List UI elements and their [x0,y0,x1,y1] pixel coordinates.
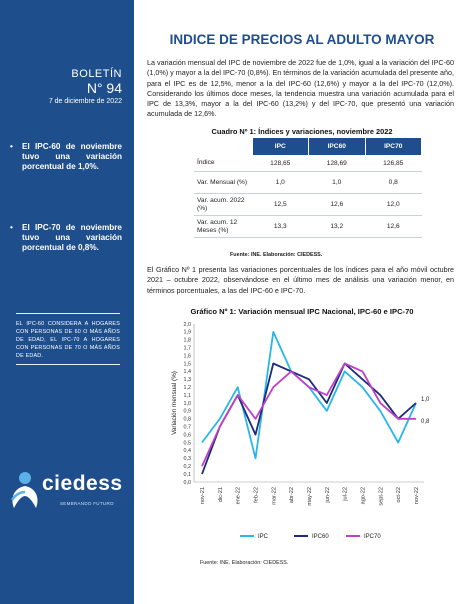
legend-label: IPC [258,534,269,540]
y-tick-label: 1,3 [183,377,191,384]
table-cell: 12,6 [309,194,366,216]
y-tick-label: 0,1 [183,471,191,478]
divider [16,313,120,314]
y-tick-label: 2,0 [183,321,191,328]
ciedess-logo [8,470,128,516]
table-cell: 126,85 [365,156,422,172]
y-tick-label: 0,6 [183,432,191,439]
table-cell: 13,2 [309,216,366,238]
data-label: 1,0 [421,397,430,403]
row-label: Índice [194,156,252,172]
variation-line-chart [170,318,456,558]
table-row [194,156,422,172]
y-axis-label: Variación mensual (%) [171,371,178,435]
legend-label: IPC70 [364,534,381,540]
x-tick-label: nov-22 [414,487,420,505]
y-tick-label: 1,5 [183,361,191,368]
y-tick-label: 1,2 [183,385,191,391]
x-tick-label: mar-22 [271,487,278,505]
chart-title: Gráfico Nº 1: Variación mensual IPC Nacional, IPC-60 e IPC-70 [190,307,414,316]
table-header: IPC70 [365,138,422,156]
x-tick-label: feb-22 [253,487,260,503]
y-tick-label: 0,8 [183,416,191,423]
bulletin-date: 7 de diciembre de 2022 [48,98,122,105]
sidebar [0,0,134,604]
y-tick-label: 1,1 [183,392,191,399]
main-content [134,0,470,604]
x-tick-label: oct-22 [396,487,403,503]
series-line-ipc [202,332,416,458]
bullet-icon: • [10,142,13,151]
x-tick-label: jul-22 [342,487,349,501]
table-cell: 12,5 [252,194,309,216]
table-row [194,194,422,216]
logo-figure-icon [8,470,42,510]
x-tick-label: sept-22 [378,487,385,506]
x-tick-label: ene-22 [235,487,242,505]
table-title: Cuadro Nº 1: Índices y variaciones, noviembre 2022 [211,127,393,136]
indices-table [194,137,422,238]
table-cell: 128,65 [252,156,309,172]
table-header: IPC [252,138,309,156]
data-label: 0,8 [421,418,430,425]
bulletin-number: N° 94 [86,80,122,96]
x-tick-label: may-22 [307,487,313,506]
highlight-ipc70 [10,223,122,253]
table-row [194,172,422,194]
y-tick-label: 0,4 [183,448,191,455]
y-tick-label: 1,4 [183,369,191,376]
x-tick-label: dic-21 [217,487,224,503]
y-tick-label: 0,7 [183,424,191,431]
table-cell: 13,3 [252,216,309,238]
highlight-text: El IPC-60 de noviembre tuvo una variación porcentual de 1,0%. [22,142,122,171]
highlight-ipc60 [10,142,122,172]
index-note: EL IPC-60 CONSIDERA A HOGARES CON PERSONAS DE 60 O MÁS AÑOS DE EDAD, EL IPC-70 A HOGARES CON PERSONAS DE 70 O MÁS AÑOS DE EDAD. [16,321,120,359]
table-header: IPC60 [309,138,366,156]
y-tick-label: 1,6 [183,353,191,360]
bullet-icon: • [10,223,13,232]
table-cell: 1,0 [252,172,309,194]
x-tick-label: nov-21 [200,487,206,505]
table-cell: 12,6 [365,216,422,238]
divider [16,364,120,365]
row-label: Var. Mensual (%) [194,172,252,194]
x-tick-label: abr-22 [289,487,296,504]
table-cell: 0,8 [365,172,422,194]
x-tick-label: jun-22 [324,487,331,503]
row-label: Var. acum. 2022 (%) [194,194,252,216]
intro-paragraph: La variación mensual del IPC de noviembre de 2022 fue de 1,0%, igual a la variación del IPC-60 (1,0%) y mayor a la del IPC-70 (0,8%). En términos de la variación acumulada del presente año, para el IPC es de 12,5%, menor a la del IPC-60 (12,6%) y mayor a la del IPC-70 (12,0%). Considerando los últimos doce meses, la tendencia muestra una variación acumulada para el IPC de 13,3%, mayor a la del IPC-60 (13,2%) y del IPC-70, que presentó una variación acumulada de 12,6%. [147,58,454,119]
y-tick-label: 0,2 [183,464,191,470]
table-cell: 12,0 [365,194,422,216]
y-tick-label: 1,8 [183,337,191,344]
y-tick-label: 1,9 [183,329,191,336]
bulletin-label: BOLETÍN [71,68,122,80]
highlight-text: El IPC-70 de noviembre tuvo una variación porcentual de 0,8%. [22,223,122,252]
table-cell: 1,0 [309,172,366,194]
logo-tagline: SEMBRANDO FUTURO [60,501,114,506]
table-header [194,138,252,156]
chart-source: Fuente: INE. Elaboración: CIEDESS. [200,560,289,566]
y-tick-label: 1,7 [183,345,191,352]
y-tick-label: 1,0 [183,400,191,407]
table-cell: 128,69 [309,156,366,172]
y-tick-label: 0,9 [183,408,191,415]
table-row [194,216,422,238]
page-title: INDICE DE PRECIOS AL ADULTO MAYOR [169,32,435,47]
logo-wordmark: ciedess [42,472,123,495]
row-label: Var. acum. 12 Meses (%) [194,216,252,238]
x-tick-label: ago-22 [360,487,367,505]
y-tick-label: 0,0 [183,479,191,486]
table-source: Fuente: INE. Elaboración: CIEDESS. [230,252,323,258]
y-tick-label: 0,5 [183,440,191,447]
y-tick-label: 0,3 [183,456,191,463]
legend-label: IPC60 [312,534,329,540]
chart-intro-paragraph: El Gráfico Nº 1 presenta las variaciones porcentuales de los índices para el año móvil octubre 2021 – octubre 2022, observándose en el último mes de análisis una variación menor, en términos porcentuales, a las del IPC-60 e IPC-70. [147,265,454,295]
